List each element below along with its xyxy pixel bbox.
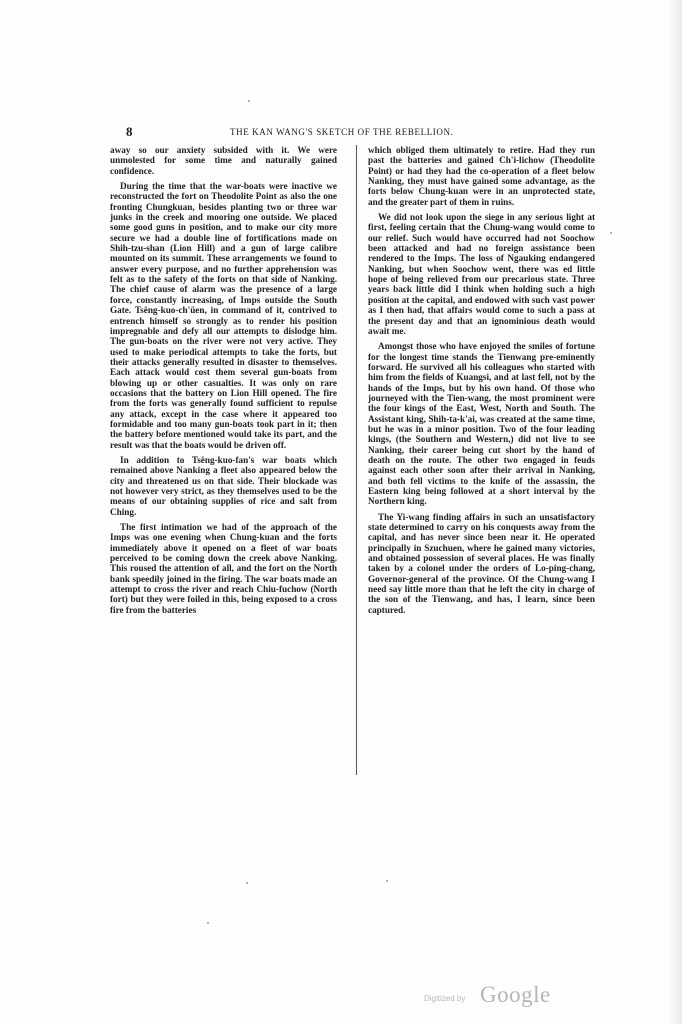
scan-speck <box>386 880 388 882</box>
digitized-by-label: Digitized by <box>424 994 466 1003</box>
paragraph: Amongst those who have enjoyed the smiles of fortune for the longest time stands the Tienwang pre-eminently forward. He survived all his colleagues who started with him from the fields of Kuangsi, and at last fell, not by the hands of the Imps, but by his own hand. Of those who journeyed with the Tien-wang, the most prominent were the four kings of the East, West, North and South. The Assistant king, Shih-ta-k'ai, was created at the same time, but he was in a minor position. Two of the four leading kings, (the Southern and Western,) did not live to see Nanking, their career being cut short by the hand of death on the route. The other two engaged in feuds against each other soon after their arrival in Nanking, and both fell victims to the knife of the assassin, the Eastern king being followed at a short interval by the Northern king. <box>368 341 595 507</box>
page-edge-shadow <box>668 0 682 1024</box>
right-text-column <box>368 145 595 775</box>
left-text-column <box>110 145 337 775</box>
page-header <box>126 126 596 140</box>
scan-speck <box>246 882 248 884</box>
paragraph: We did not look upon the siege in any serious light at first, feeling certain that the Chung-wang would come to our relief. Such would have occurred had not Soochow been attacked and had no foreign assistance been rendered to the Imps. The loss of Ngauking endangered Nanking, but when Soochow went, there was ed little hope of being relieved from our precarious state. Three years back little did I think when holding such a high position at the capital, and endowed with such vast power as I then had, that affairs would come to such a pass at the present day and that an ignominious death would await me. <box>368 212 595 336</box>
running-title: THE KAN WANG'S SKETCH OF THE REBELLION. <box>230 127 454 137</box>
column-divider <box>356 145 357 775</box>
paragraph: During the time that the war-boats were inactive we reconstructed the fort on Theodolite Point as also the one fronting Chungkuan, besides planting two or three war junks in the creek and mooring one outside. We placed some good guns in position, and to make our city more secure we had a double line of fortifications made on Shih-tzu-shan (Lion Hill) and a gun of large calibre mounted on its summit. These arrangements we found to answer every purpose, and no further apprehension was felt as to the safety of the forts on that side of Nanking. The chief cause of alarm was the presence of a large force, constantly increasing, of Imps outside the South Gate. Tsêng-kuo-ch'üen, in command of it, contrived to entrench himself so strongly as to render his position impregnable and defy all our attempts to dislodge him. The gun-boats on the river were not very active. They used to make periodical attempts to take the forts, but their attacks generally resulted in disaster to themselves. Each attack would cost them several gun-boats from blowing up or other casualties. It was only on rare occasions that the battery on Lion Hill opened. The fire from the forts was generally found sufficient to repulse any attack, except in the case where it appeared too formidable and too many gun-boats took part in it; then the battery before mentioned would take its part, and the result was that the boats would be driven off. <box>110 181 337 450</box>
paragraph: The Yi-wang finding affairs in such an unsatisfactory state determined to carry on his conquests away from the capital, and has never since been near it. He operated principally in Szuchuen, where he gained many victories, and obtained possession of several places. He was finally taken by a colonel under the orders of Lo-ping-chang, Governor-general of the province. Of the Chung-wang I need say little more than that he left the city in charge of the son of the Tienwang, and has, I learn, since been captured. <box>368 511 595 615</box>
digitization-watermark <box>424 982 574 1012</box>
page-number: 8 <box>126 124 133 139</box>
paragraph: The first intimation we had of the approach of the Imps was one evening when Chung-kuan and the forts immediately above it opened on a fleet of war boats perceived to be coming down the creek above Nanking. This roused the attention of all, and the fort on the North bank speedily joined in the firing. The war boats made an attempt to cross the river and reach Chiu-fuchow (North fort) but they were foiled in this, being exposed to a cross fire from the batteries <box>110 522 337 615</box>
google-logo-text: Google <box>480 982 551 1007</box>
scan-speck <box>248 100 250 102</box>
scan-speck <box>207 922 209 924</box>
paragraph: In addition to Tsêng-kuo-fan's war boats which remained above Nanking a fleet also appeared below the city and threatened us on that side. Their blockade was not however very strict, as they themselves used to be the means of our obtaining supplies of rice and salt from Ching. <box>110 454 337 517</box>
paragraph: which obliged them ultimately to retire. Had they run past the batteries and gained Ch'i-lichow (Theodolite Point) or had they had the co-operation of a fleet below Nanking, they must have gained some advantage, as the forts below Chung-kuan were in an unprotected state, and the greater part of them in ruins. <box>368 145 595 207</box>
paragraph: away so our anxiety subsided with it. We were unmolested for some time and naturally gained confidence. <box>110 145 337 176</box>
scan-speck <box>610 232 612 234</box>
